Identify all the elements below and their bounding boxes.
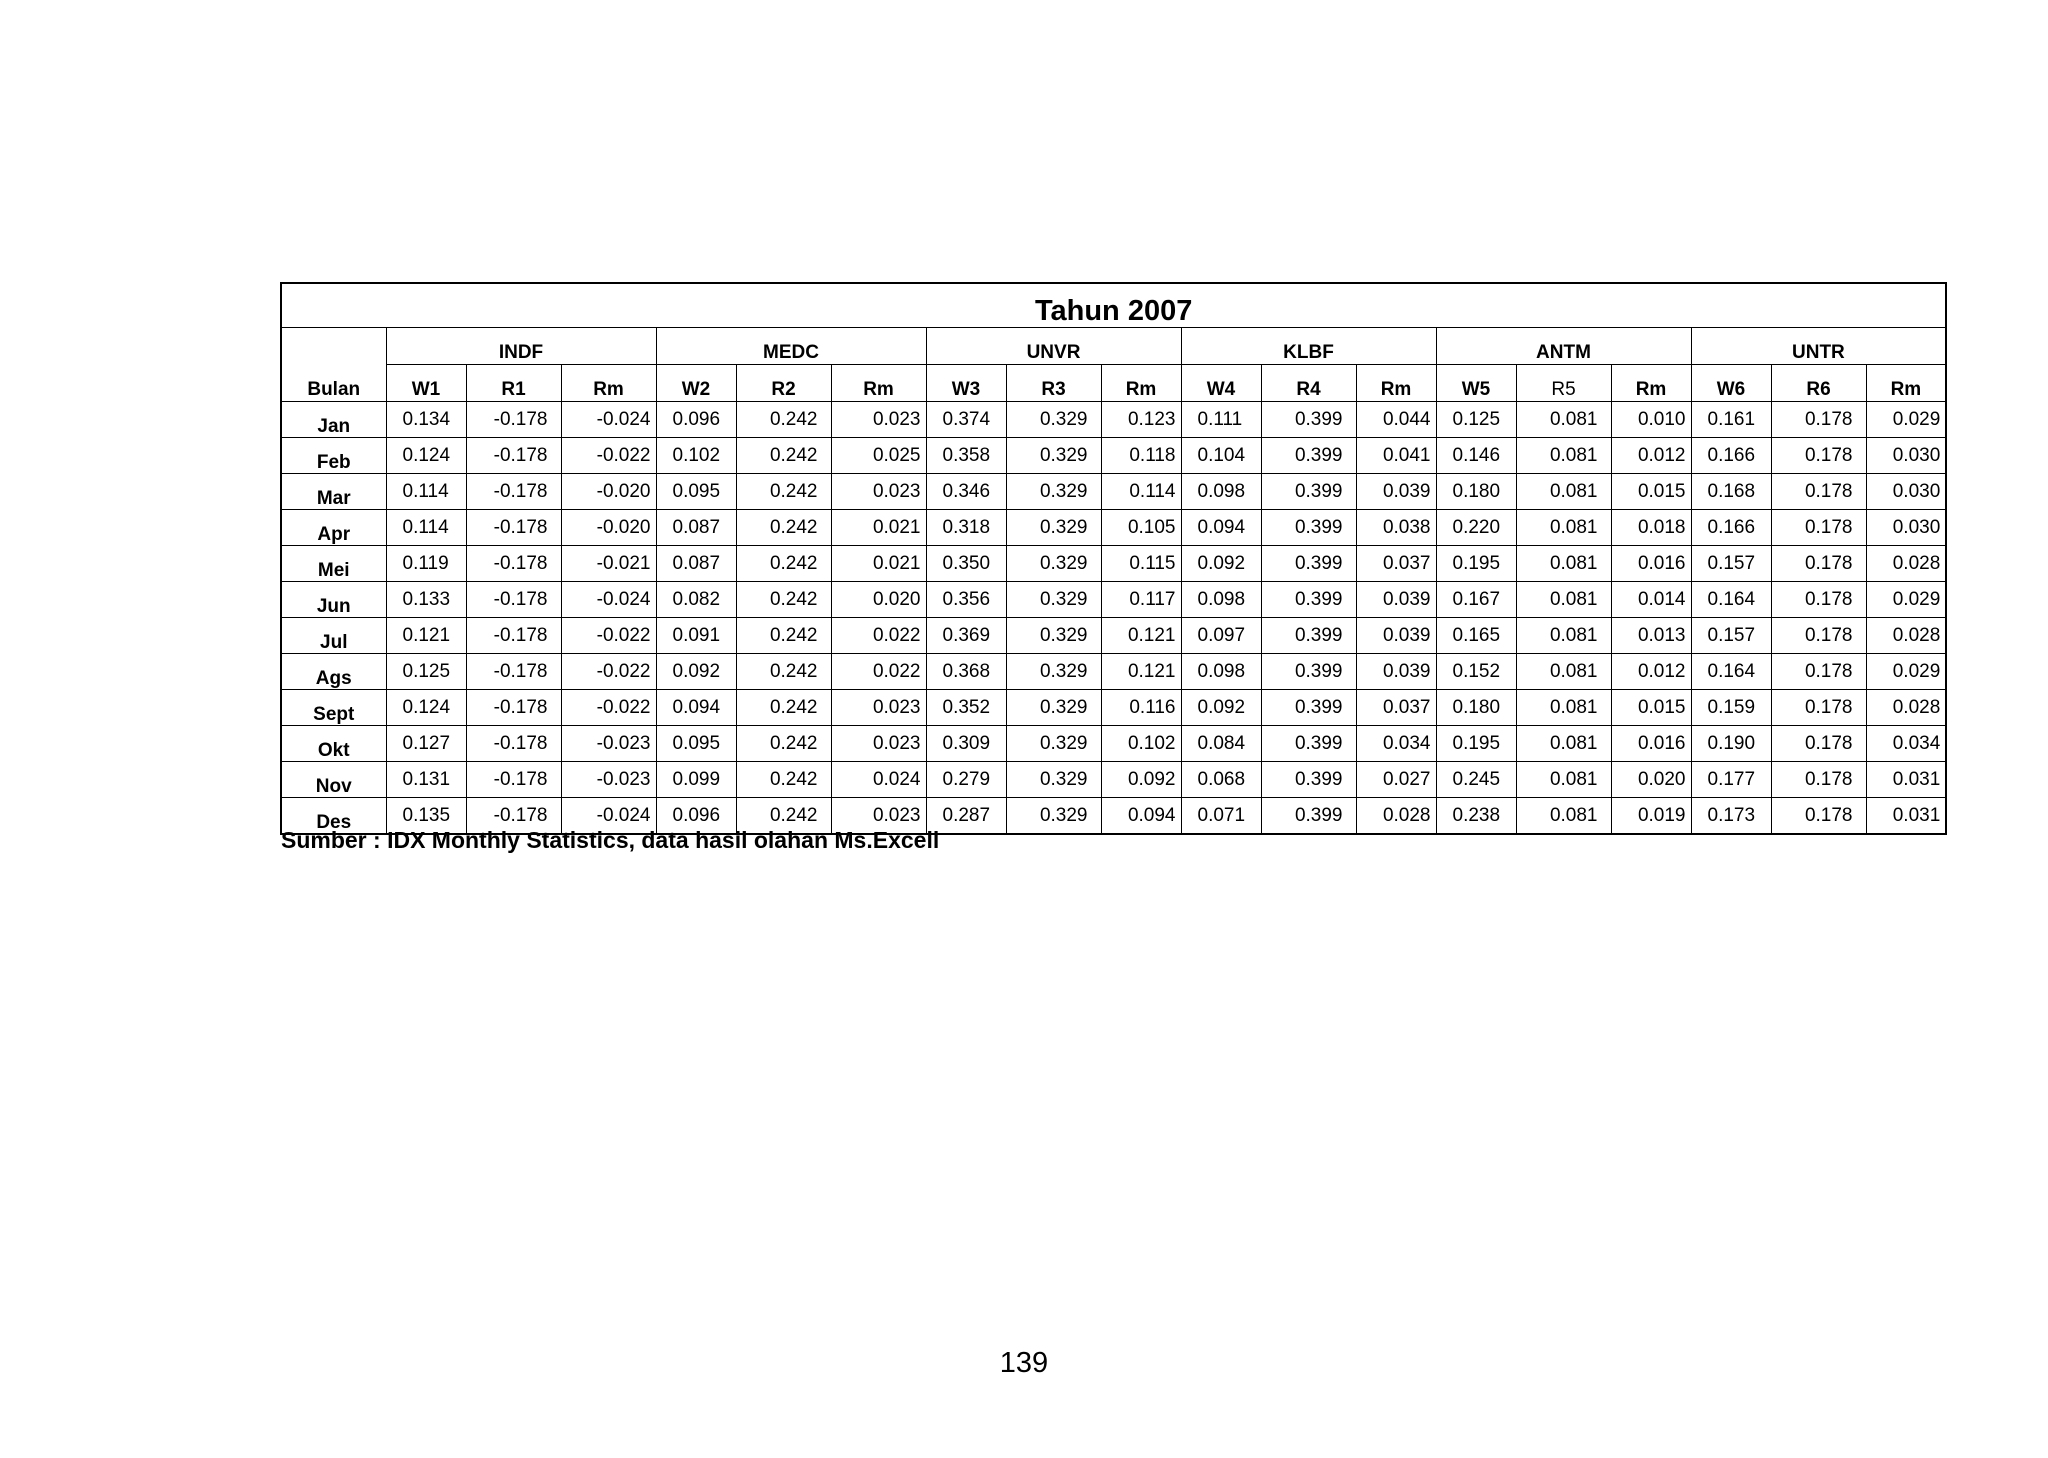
table-cell: 0.318 bbox=[926, 510, 1006, 546]
table-cell: 0.238 bbox=[1436, 798, 1516, 835]
table-cell: 0.329 bbox=[1006, 438, 1101, 474]
table-cell: -0.178 bbox=[466, 510, 561, 546]
table-cell: 0.329 bbox=[1006, 654, 1101, 690]
table-body bbox=[281, 402, 1946, 835]
table-cell: 0.012 bbox=[1611, 438, 1691, 474]
table-cell: 0.029 bbox=[1866, 654, 1946, 690]
table-cell: 0.081 bbox=[1516, 474, 1611, 510]
table-cell: 0.329 bbox=[1006, 690, 1101, 726]
table-cell: 0.399 bbox=[1261, 438, 1356, 474]
row-label-month: Sept bbox=[281, 690, 386, 726]
column-header-row bbox=[281, 365, 1946, 402]
table-cell: 0.195 bbox=[1436, 726, 1516, 762]
table-cell: 0.091 bbox=[656, 618, 736, 654]
table-cell: 0.164 bbox=[1691, 654, 1771, 690]
table-cell: 0.157 bbox=[1691, 546, 1771, 582]
column-header: W3 bbox=[926, 365, 1006, 402]
table-cell: 0.094 bbox=[1181, 510, 1261, 546]
table-row bbox=[281, 474, 1946, 510]
table-cell: -0.178 bbox=[466, 654, 561, 690]
table-cell: -0.024 bbox=[561, 402, 656, 438]
table-cell: 0.029 bbox=[1866, 582, 1946, 618]
column-header: R4 bbox=[1261, 365, 1356, 402]
table-cell: 0.121 bbox=[386, 618, 466, 654]
table-row bbox=[281, 510, 1946, 546]
table-cell: 0.121 bbox=[1101, 654, 1181, 690]
table-cell: 0.081 bbox=[1516, 510, 1611, 546]
table-cell: 0.329 bbox=[1006, 474, 1101, 510]
table-cell: 0.114 bbox=[386, 474, 466, 510]
table-cell: 0.374 bbox=[926, 402, 1006, 438]
table-cell: 0.102 bbox=[656, 438, 736, 474]
table-cell: 0.029 bbox=[1866, 402, 1946, 438]
table-cell: 0.115 bbox=[1101, 546, 1181, 582]
table-cell: 0.022 bbox=[831, 618, 926, 654]
table-cell: -0.022 bbox=[561, 438, 656, 474]
table-cell: 0.016 bbox=[1611, 726, 1691, 762]
table-cell: 0.127 bbox=[386, 726, 466, 762]
table-cell: 0.082 bbox=[656, 582, 736, 618]
table-cell: 0.195 bbox=[1436, 546, 1516, 582]
table-cell: -0.178 bbox=[466, 546, 561, 582]
table-cell: 0.020 bbox=[831, 582, 926, 618]
table-cell: 0.031 bbox=[1866, 762, 1946, 798]
table-cell: 0.329 bbox=[1006, 546, 1101, 582]
row-label-month: Jul bbox=[281, 618, 386, 654]
row-label-month: Nov bbox=[281, 762, 386, 798]
table-cell: 0.028 bbox=[1866, 690, 1946, 726]
column-header: Rm bbox=[561, 365, 656, 402]
table-cell: 0.118 bbox=[1101, 438, 1181, 474]
table-cell: 0.242 bbox=[736, 474, 831, 510]
table-cell: 0.081 bbox=[1516, 546, 1611, 582]
table-cell: 0.030 bbox=[1866, 474, 1946, 510]
table-cell: 0.096 bbox=[656, 402, 736, 438]
column-header: Rm bbox=[1866, 365, 1946, 402]
table-cell: 0.023 bbox=[831, 474, 926, 510]
table-cell: 0.012 bbox=[1611, 654, 1691, 690]
table-cell: 0.124 bbox=[386, 690, 466, 726]
table-cell: -0.022 bbox=[561, 690, 656, 726]
table-cell: 0.030 bbox=[1866, 510, 1946, 546]
table-cell: -0.178 bbox=[466, 474, 561, 510]
table-cell: 0.245 bbox=[1436, 762, 1516, 798]
table-cell: 0.399 bbox=[1261, 510, 1356, 546]
table-cell: 0.178 bbox=[1771, 618, 1866, 654]
page-number: 139 bbox=[999, 1347, 1049, 1379]
table-cell: -0.178 bbox=[466, 402, 561, 438]
table-cell: 0.094 bbox=[656, 690, 736, 726]
table-cell: -0.178 bbox=[466, 762, 561, 798]
table-cell: 0.242 bbox=[736, 654, 831, 690]
table-cell: 0.092 bbox=[1181, 690, 1261, 726]
table-cell: 0.025 bbox=[831, 438, 926, 474]
table-cell: 0.114 bbox=[386, 510, 466, 546]
table-cell: 0.015 bbox=[1611, 690, 1691, 726]
table-cell: 0.081 bbox=[1516, 618, 1611, 654]
table-row bbox=[281, 654, 1946, 690]
table-cell: 0.279 bbox=[926, 762, 1006, 798]
row-label-month: Mar bbox=[281, 474, 386, 510]
group-header-antm: ANTM bbox=[1436, 328, 1691, 365]
table-cell: 0.329 bbox=[1006, 582, 1101, 618]
group-header-indf: INDF bbox=[386, 328, 656, 365]
table-cell: 0.119 bbox=[386, 546, 466, 582]
table-cell: 0.044 bbox=[1356, 402, 1436, 438]
table-cell: 0.329 bbox=[1006, 762, 1101, 798]
table-cell: 0.097 bbox=[1181, 618, 1261, 654]
table-cell: 0.034 bbox=[1866, 726, 1946, 762]
table-cell: 0.081 bbox=[1516, 438, 1611, 474]
table-cell: 0.081 bbox=[1516, 402, 1611, 438]
table-cell: 0.178 bbox=[1771, 582, 1866, 618]
table-cell: 0.329 bbox=[1006, 726, 1101, 762]
table-cell: 0.117 bbox=[1101, 582, 1181, 618]
table-cell: 0.018 bbox=[1611, 510, 1691, 546]
table-cell: -0.178 bbox=[466, 690, 561, 726]
group-header-medc: MEDC bbox=[656, 328, 926, 365]
table-row bbox=[281, 618, 1946, 654]
table-cell: 0.111 bbox=[1181, 402, 1261, 438]
table-cell: 0.023 bbox=[831, 798, 926, 835]
table-cell: 0.016 bbox=[1611, 546, 1691, 582]
table-cell: 0.350 bbox=[926, 546, 1006, 582]
table-cell: 0.242 bbox=[736, 402, 831, 438]
table-cell: -0.178 bbox=[466, 798, 561, 835]
table-cell: 0.178 bbox=[1771, 438, 1866, 474]
table-cell: 0.369 bbox=[926, 618, 1006, 654]
table-cell: -0.020 bbox=[561, 474, 656, 510]
table-cell: 0.159 bbox=[1691, 690, 1771, 726]
table-cell: -0.021 bbox=[561, 546, 656, 582]
table-cell: 0.166 bbox=[1691, 510, 1771, 546]
table-cell: 0.178 bbox=[1771, 402, 1866, 438]
table-cell: 0.399 bbox=[1261, 546, 1356, 582]
row-label-month: Des bbox=[281, 798, 386, 835]
table-cell: 0.039 bbox=[1356, 582, 1436, 618]
table-cell: -0.178 bbox=[466, 438, 561, 474]
table-cell: 0.034 bbox=[1356, 726, 1436, 762]
table-cell: 0.081 bbox=[1516, 762, 1611, 798]
table-cell: 0.180 bbox=[1436, 690, 1516, 726]
table-cell: 0.125 bbox=[1436, 402, 1516, 438]
table-cell: 0.014 bbox=[1611, 582, 1691, 618]
table-cell: 0.161 bbox=[1691, 402, 1771, 438]
table-cell: 0.038 bbox=[1356, 510, 1436, 546]
table-cell: 0.177 bbox=[1691, 762, 1771, 798]
table-row bbox=[281, 762, 1946, 798]
table-cell: 0.028 bbox=[1866, 546, 1946, 582]
table-cell: 0.242 bbox=[736, 726, 831, 762]
table-cell: 0.190 bbox=[1691, 726, 1771, 762]
column-header: W1 bbox=[386, 365, 466, 402]
table-cell: 0.220 bbox=[1436, 510, 1516, 546]
table-cell: 0.104 bbox=[1181, 438, 1261, 474]
table-cell: 0.164 bbox=[1691, 582, 1771, 618]
table-cell: 0.021 bbox=[831, 546, 926, 582]
table-cell: -0.022 bbox=[561, 654, 656, 690]
column-header: Rm bbox=[831, 365, 926, 402]
table-cell: 0.094 bbox=[1101, 798, 1181, 835]
table-cell: 0.081 bbox=[1516, 726, 1611, 762]
table-cell: 0.399 bbox=[1261, 690, 1356, 726]
table-cell: 0.167 bbox=[1436, 582, 1516, 618]
table-cell: 0.071 bbox=[1181, 798, 1261, 835]
table-cell: 0.098 bbox=[1181, 654, 1261, 690]
table-cell: 0.121 bbox=[1101, 618, 1181, 654]
table-cell: 0.242 bbox=[736, 546, 831, 582]
table-cell: 0.087 bbox=[656, 546, 736, 582]
table-cell: 0.352 bbox=[926, 690, 1006, 726]
column-header: Rm bbox=[1356, 365, 1436, 402]
table-cell: 0.134 bbox=[386, 402, 466, 438]
table-cell: 0.168 bbox=[1691, 474, 1771, 510]
table-cell: 0.028 bbox=[1356, 798, 1436, 835]
table-cell: 0.329 bbox=[1006, 510, 1101, 546]
table-cell: 0.105 bbox=[1101, 510, 1181, 546]
table-cell: -0.178 bbox=[466, 582, 561, 618]
table-cell: 0.242 bbox=[736, 618, 831, 654]
table-cell: 0.173 bbox=[1691, 798, 1771, 835]
table-cell: 0.084 bbox=[1181, 726, 1261, 762]
table-cell: 0.102 bbox=[1101, 726, 1181, 762]
table-cell: 0.356 bbox=[926, 582, 1006, 618]
table-cell: 0.022 bbox=[831, 654, 926, 690]
table-cell: 0.031 bbox=[1866, 798, 1946, 835]
table-cell: 0.023 bbox=[831, 726, 926, 762]
table-cell: 0.020 bbox=[1611, 762, 1691, 798]
table-row bbox=[281, 438, 1946, 474]
table-cell: 0.095 bbox=[656, 726, 736, 762]
table-cell: 0.114 bbox=[1101, 474, 1181, 510]
table-row bbox=[281, 402, 1946, 438]
table-cell: -0.022 bbox=[561, 618, 656, 654]
group-header-untr: UNTR bbox=[1691, 328, 1946, 365]
table-cell: 0.028 bbox=[1866, 618, 1946, 654]
table-cell: 0.087 bbox=[656, 510, 736, 546]
table-cell: 0.399 bbox=[1261, 726, 1356, 762]
returns-table bbox=[280, 282, 1947, 835]
table-cell: 0.023 bbox=[831, 402, 926, 438]
table-cell: 0.178 bbox=[1771, 690, 1866, 726]
table-cell: -0.023 bbox=[561, 726, 656, 762]
table-cell: 0.399 bbox=[1261, 618, 1356, 654]
table-cell: 0.180 bbox=[1436, 474, 1516, 510]
table-cell: 0.146 bbox=[1436, 438, 1516, 474]
table-cell: 0.242 bbox=[736, 798, 831, 835]
column-header: W4 bbox=[1181, 365, 1261, 402]
table-cell: 0.178 bbox=[1771, 762, 1866, 798]
table-cell: 0.039 bbox=[1356, 474, 1436, 510]
table-cell: 0.178 bbox=[1771, 510, 1866, 546]
table-cell: 0.166 bbox=[1691, 438, 1771, 474]
table-cell: 0.242 bbox=[736, 690, 831, 726]
table-cell: 0.023 bbox=[831, 690, 926, 726]
source-note: Sumber : IDX Monthly Statistics, data hasil olahan Ms.Excell bbox=[281, 827, 940, 853]
table-cell: 0.010 bbox=[1611, 402, 1691, 438]
table-cell: 0.116 bbox=[1101, 690, 1181, 726]
table-cell: 0.329 bbox=[1006, 402, 1101, 438]
table-cell: 0.098 bbox=[1181, 474, 1261, 510]
column-header: Rm bbox=[1101, 365, 1181, 402]
table-cell: 0.242 bbox=[736, 510, 831, 546]
table-cell: 0.021 bbox=[831, 510, 926, 546]
table-cell: -0.178 bbox=[466, 726, 561, 762]
row-label-month: Jun bbox=[281, 582, 386, 618]
table-cell: 0.092 bbox=[1181, 546, 1261, 582]
table-cell: -0.024 bbox=[561, 582, 656, 618]
table-cell: 0.131 bbox=[386, 762, 466, 798]
row-label-month: Mei bbox=[281, 546, 386, 582]
table-cell: 0.037 bbox=[1356, 690, 1436, 726]
table-cell: 0.027 bbox=[1356, 762, 1436, 798]
table-cell: 0.081 bbox=[1516, 690, 1611, 726]
table-cell: 0.178 bbox=[1771, 474, 1866, 510]
table-cell: 0.039 bbox=[1356, 618, 1436, 654]
table-cell: 0.092 bbox=[1101, 762, 1181, 798]
row-label-month: Apr bbox=[281, 510, 386, 546]
table-cell: 0.287 bbox=[926, 798, 1006, 835]
table-cell: 0.041 bbox=[1356, 438, 1436, 474]
row-label-month: Feb bbox=[281, 438, 386, 474]
table-cell: 0.123 bbox=[1101, 402, 1181, 438]
column-header: R3 bbox=[1006, 365, 1101, 402]
row-header-bulan: Bulan bbox=[281, 365, 386, 402]
table-cell: 0.095 bbox=[656, 474, 736, 510]
column-header: Rm bbox=[1611, 365, 1691, 402]
table-cell: 0.178 bbox=[1771, 546, 1866, 582]
table-cell: 0.368 bbox=[926, 654, 1006, 690]
row-header-spacer bbox=[281, 328, 386, 365]
table-cell: 0.019 bbox=[1611, 798, 1691, 835]
column-header: R6 bbox=[1771, 365, 1866, 402]
table-cell: 0.081 bbox=[1516, 582, 1611, 618]
table-cell: 0.125 bbox=[386, 654, 466, 690]
table-cell: 0.309 bbox=[926, 726, 1006, 762]
column-header: R5 bbox=[1516, 365, 1611, 402]
table-cell: 0.030 bbox=[1866, 438, 1946, 474]
table-cell: 0.346 bbox=[926, 474, 1006, 510]
table-cell: 0.165 bbox=[1436, 618, 1516, 654]
table-cell: 0.399 bbox=[1261, 798, 1356, 835]
table-cell: 0.013 bbox=[1611, 618, 1691, 654]
table-cell: 0.024 bbox=[831, 762, 926, 798]
table-cell: 0.098 bbox=[1181, 582, 1261, 618]
table-cell: 0.135 bbox=[386, 798, 466, 835]
table-cell: 0.178 bbox=[1771, 798, 1866, 835]
table-cell: -0.178 bbox=[466, 618, 561, 654]
table-cell: 0.124 bbox=[386, 438, 466, 474]
table-cell: 0.358 bbox=[926, 438, 1006, 474]
table-cell: 0.037 bbox=[1356, 546, 1436, 582]
table-row bbox=[281, 690, 1946, 726]
column-header: W2 bbox=[656, 365, 736, 402]
table-row bbox=[281, 582, 1946, 618]
table-cell: 0.157 bbox=[1691, 618, 1771, 654]
table-cell: 0.399 bbox=[1261, 582, 1356, 618]
row-label-month: Ags bbox=[281, 654, 386, 690]
group-header-unvr: UNVR bbox=[926, 328, 1181, 365]
table-cell: 0.092 bbox=[656, 654, 736, 690]
table-cell: -0.023 bbox=[561, 762, 656, 798]
table-cell: 0.096 bbox=[656, 798, 736, 835]
table-cell: 0.068 bbox=[1181, 762, 1261, 798]
table-title: Tahun 2007 bbox=[281, 283, 1946, 328]
column-header: W6 bbox=[1691, 365, 1771, 402]
table-cell: 0.399 bbox=[1261, 402, 1356, 438]
table-cell: 0.399 bbox=[1261, 654, 1356, 690]
table-cell: 0.015 bbox=[1611, 474, 1691, 510]
table-cell: 0.329 bbox=[1006, 798, 1101, 835]
table-cell: 0.329 bbox=[1006, 618, 1101, 654]
table-cell: 0.152 bbox=[1436, 654, 1516, 690]
table-cell: 0.242 bbox=[736, 762, 831, 798]
row-label-month: Okt bbox=[281, 726, 386, 762]
table-cell: 0.399 bbox=[1261, 762, 1356, 798]
table-cell: -0.020 bbox=[561, 510, 656, 546]
table-row bbox=[281, 726, 1946, 762]
table-row bbox=[281, 546, 1946, 582]
group-header-klbf: KLBF bbox=[1181, 328, 1436, 365]
table-cell: 0.081 bbox=[1516, 654, 1611, 690]
table-cell: 0.242 bbox=[736, 438, 831, 474]
table-cell: 0.178 bbox=[1771, 654, 1866, 690]
table-cell: 0.399 bbox=[1261, 474, 1356, 510]
table-cell: 0.178 bbox=[1771, 726, 1866, 762]
column-header: R1 bbox=[466, 365, 561, 402]
table-cell: 0.081 bbox=[1516, 798, 1611, 835]
table-cell: 0.099 bbox=[656, 762, 736, 798]
title-row bbox=[281, 283, 1946, 328]
row-label-month: Jan bbox=[281, 402, 386, 438]
column-header: W5 bbox=[1436, 365, 1516, 402]
table-cell: 0.242 bbox=[736, 582, 831, 618]
column-header: R2 bbox=[736, 365, 831, 402]
table-cell: 0.039 bbox=[1356, 654, 1436, 690]
table-cell: -0.024 bbox=[561, 798, 656, 835]
group-header-row bbox=[281, 328, 1946, 365]
table-cell: 0.133 bbox=[386, 582, 466, 618]
